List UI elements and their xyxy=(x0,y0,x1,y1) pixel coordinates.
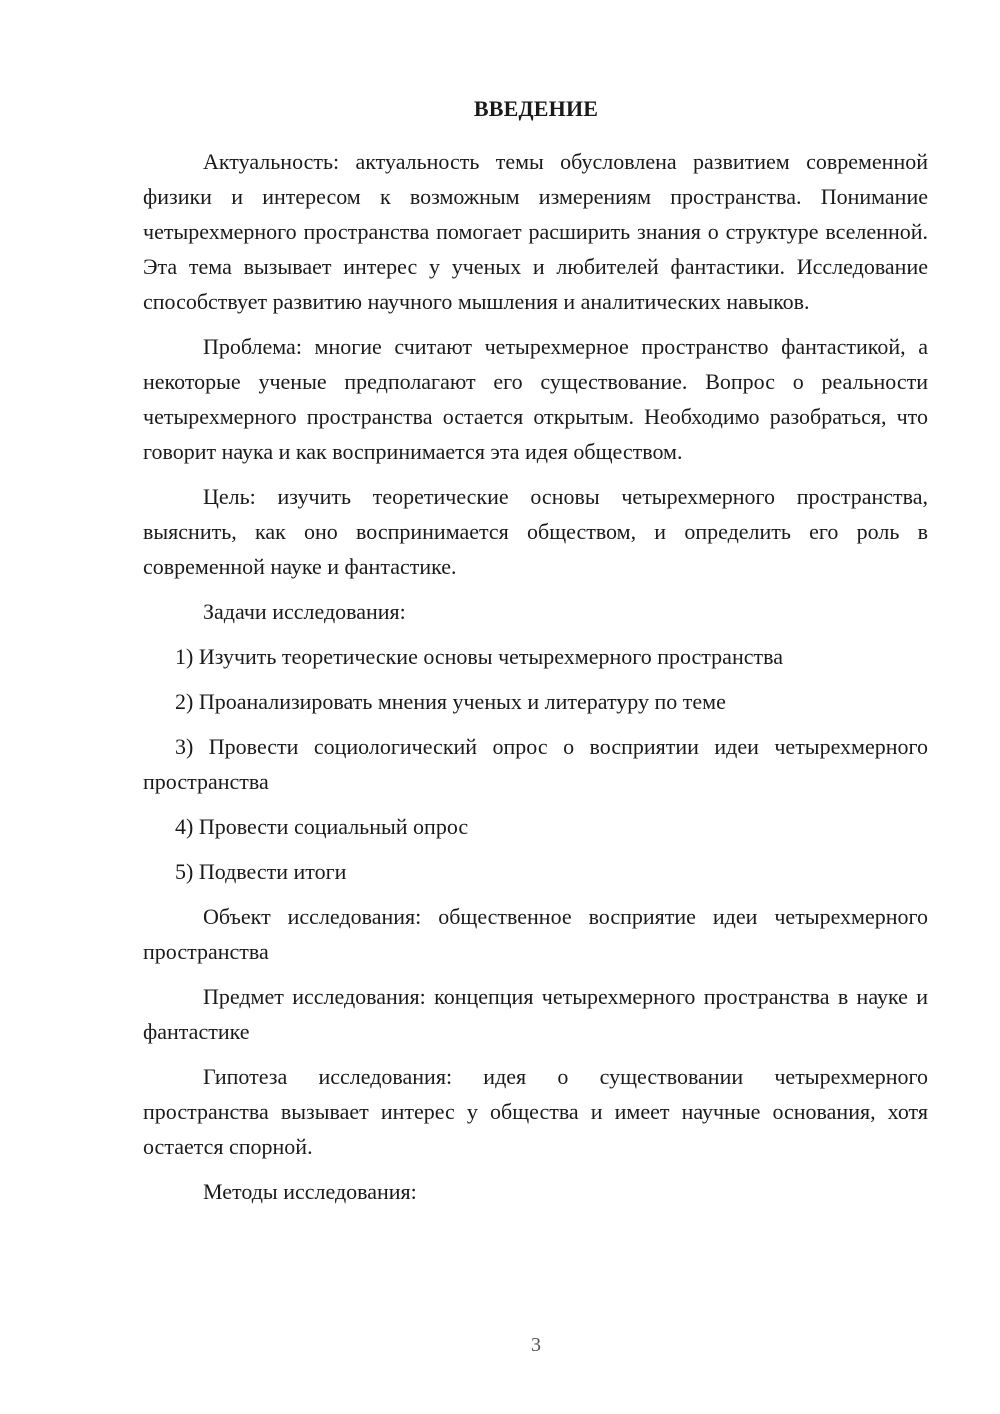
paragraph-goal: Цель: изучить теоретические основы четырехмерного пространства, выяснить, как оно воспринимается обществом, и определить его роль в современной науке и фантастике. xyxy=(143,484,928,579)
paragraph-problem: Проблема: многие считают четырехмерное пространство фантастикой, а некоторые ученые предполагают его существование. Вопрос о реальности четырехмерного пространства остается открытым. Необходимо разобраться, что говорит наука и как воспринимается эта идея обществом. xyxy=(143,334,928,464)
document-body xyxy=(143,144,928,1209)
task-item: 2) Проанализировать мнения ученых и литературу по теме xyxy=(175,689,726,714)
tasks-title: Задачи исследования: xyxy=(203,599,406,624)
paragraph-relevance: Актуальность: актуальность темы обусловлена развитием современной физики и интересом к возможным измерениям пространства. Понимание четырехмерного пространства помогает расширить знания о структуре вселенной. Эта тема вызывает интерес у ученых и любителей фантастики. Исследование способствует развитию научного мышления и аналитических навыков. xyxy=(143,149,928,314)
task-item: 1) Изучить теоретические основы четырехмерного пространства xyxy=(175,644,783,669)
page-title: ВВЕДЕНИЕ xyxy=(473,96,599,121)
page-number: 3 xyxy=(531,1334,541,1356)
paragraph-subject: Предмет исследования: концепция четырехмерного пространства в науке и фантастике xyxy=(143,984,928,1044)
task-item: 4) Провести социальный опрос xyxy=(175,814,469,839)
task-item: 5) Подвести итоги xyxy=(175,859,347,884)
paragraph-object: Объект исследования: общественное восприятие идеи четырехмерного пространства xyxy=(143,904,928,964)
methods-title: Методы исследования: xyxy=(203,1179,417,1204)
task-item: 3) Провести социологический опрос о восприятии идеи четырехмерного пространства xyxy=(143,734,928,794)
paragraph-hypothesis: Гипотеза исследования: идея о существовании четырехмерного пространства вызывает интерес у общества и имеет научные основания, хотя остается спорной. xyxy=(143,1064,928,1159)
